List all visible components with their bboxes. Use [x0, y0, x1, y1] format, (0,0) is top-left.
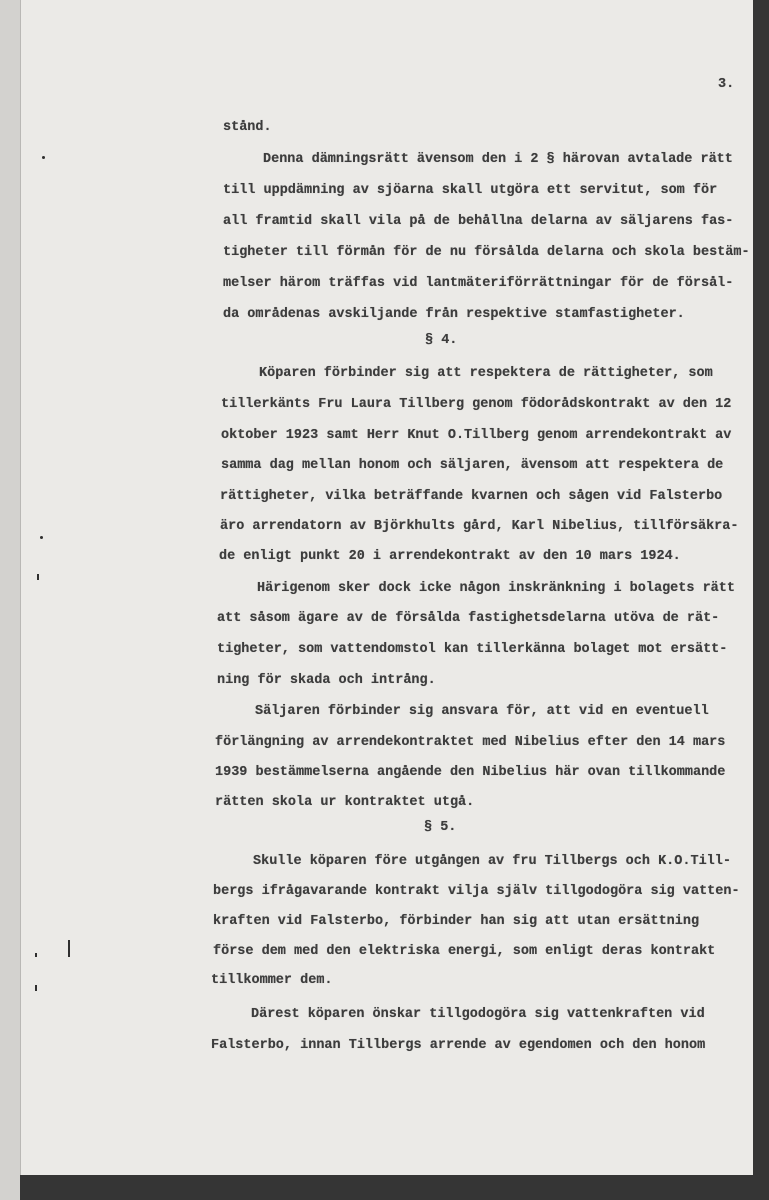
text-line: Denna dämningsrätt ävensom den i 2 § härovan avtalade rätt — [263, 152, 733, 167]
text-line: 1939 bestämmelserna angående den Nibelius här ovan tillkommande — [215, 765, 726, 780]
text-line: förse dem med den elektriska energi, som enligt deras kontrakt — [213, 944, 716, 959]
adjacent-sheet-edge — [0, 0, 20, 1200]
margin-mark — [68, 940, 70, 957]
text-line: rättigheter, vilka beträffande kvarnen och sågen vid Falsterbo — [220, 489, 723, 504]
section-heading: § 4. — [425, 333, 458, 348]
text-line: kraften vid Falsterbo, förbinder han sig att utan ersättning — [213, 914, 700, 929]
text-line: att såsom ägare av de försålda fastighetsdelarna utöva de rät- — [217, 611, 720, 626]
text-line: da områdenas avskiljande från respektive stamfastigheter. — [223, 307, 685, 322]
text-line: Skulle köparen före utgången av fru Tillbergs och K.O.Till- — [253, 854, 731, 869]
text-line: Säljaren förbinder sig ansvara för, att vid en eventuell — [255, 704, 709, 719]
text-line: tigheter, som vattendomstol kan tillerkänna bolaget mot ersätt- — [217, 642, 728, 657]
text-line: Därest köparen önskar tillgodogöra sig vattenkraften vid — [251, 1007, 705, 1022]
section-heading: § 5. — [424, 820, 457, 835]
text-line: Köparen förbinder sig att respektera de rättigheter, som — [259, 366, 713, 381]
text-line: rätten skola ur kontraktet utgå. — [215, 795, 475, 810]
text-line: äro arrendatorn av Björkhults gård, Karl Nibelius, tillförsäkra- — [220, 519, 739, 534]
margin-mark — [37, 574, 39, 580]
text-line: de enligt punkt 20 i arrendekontrakt av den 10 mars 1924. — [219, 549, 681, 564]
text-line: all framtid skall vila på de behållna delarna av säljarens fas- — [223, 214, 734, 229]
text-line: ning för skada och intrång. — [217, 673, 436, 688]
margin-mark — [35, 953, 37, 957]
text-line: tillkommer dem. — [211, 973, 333, 988]
text-line: tigheter till förmån för de nu försålda delarna och skola bestäm- — [223, 245, 750, 260]
text-line: förlängning av arrendekontraktet med Nibelius efter den 14 mars — [215, 735, 726, 750]
document-page — [20, 0, 753, 1175]
text-line: till uppdämning av sjöarna skall utgöra ett servitut, som för — [223, 183, 718, 198]
margin-mark — [35, 985, 37, 991]
text-line: melser härom träffas vid lantmäteriförrättningar för de försål- — [223, 276, 734, 291]
text-line: oktober 1923 samt Herr Knut O.Tillberg genom arrendekontrakt av — [221, 428, 732, 443]
opening-line: stånd. — [223, 120, 272, 135]
text-line: Härigenom sker dock icke någon inskränkning i bolagets rätt — [257, 581, 735, 596]
text-line: tillerkänts Fru Laura Tillberg genom födorådskontrakt av den 12 — [221, 397, 732, 412]
margin-mark — [42, 156, 45, 159]
text-line: Falsterbo, innan Tillbergs arrende av egendomen och den honom — [211, 1038, 706, 1053]
page-number: 3. — [718, 77, 735, 92]
margin-mark — [40, 536, 43, 539]
text-line: bergs ifrågavarande kontrakt vilja själv tillgodogöra sig vatten- — [213, 884, 740, 899]
text-line: samma dag mellan honom och säljaren, ävensom att respektera de — [221, 458, 724, 473]
